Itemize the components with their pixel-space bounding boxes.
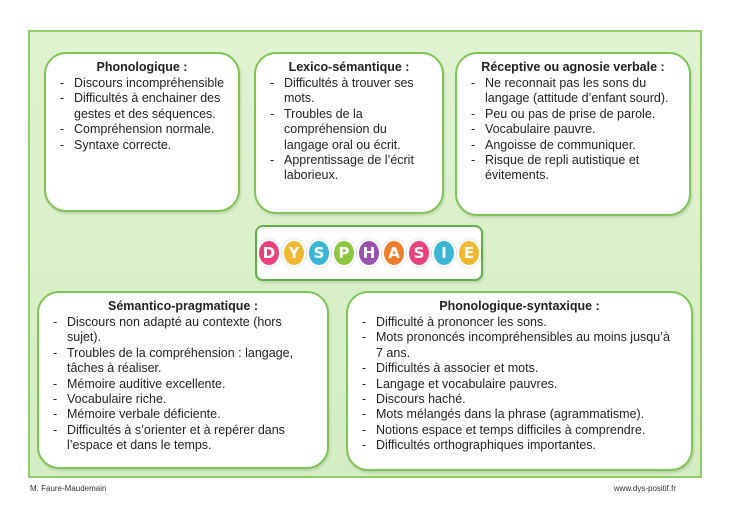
logo-letter: S <box>307 239 331 267</box>
card-list <box>58 76 226 153</box>
card-list <box>51 315 315 454</box>
card-list <box>268 76 430 184</box>
footer-author: M. Faure-Maudemain <box>30 484 107 493</box>
list-item: - Difficultés orthographiques importantes. <box>360 438 679 453</box>
card-phonologique-syntaxique <box>346 291 693 471</box>
logo-letter: I <box>432 239 456 267</box>
list-item: - Compréhension normale. <box>58 122 226 137</box>
list-item: - Langage et vocabulaire pauvres. <box>360 377 679 392</box>
logo-letter: A <box>382 239 406 267</box>
list-item: - Difficulté à prononcer les sons. <box>360 315 679 330</box>
list-item: - Discours haché. <box>360 392 679 407</box>
card-receptive <box>455 52 691 216</box>
list-item: - Difficultés à s’orienter et à repérer dans l’espace et dans le temps. <box>51 423 315 454</box>
card-lexico-semantique <box>254 52 444 214</box>
list-item: - Troubles de la compréhension du langage oral ou écrit. <box>268 107 430 153</box>
list-item: - Mots mélangés dans la phrase (agrammatisme). <box>360 407 679 422</box>
card-title: Réceptive ou agnosie verbale : <box>481 60 665 74</box>
logo-letter: Y <box>282 239 306 267</box>
card-title: Phonologique-syntaxique : <box>439 299 600 313</box>
logo-letter: S <box>407 239 431 267</box>
list-item: - Risque de repli autistique et évitements. <box>469 153 677 184</box>
list-item: - Difficultés à associer et mots. <box>360 361 679 376</box>
dysphasie-logo <box>255 225 483 281</box>
logo-letter: D <box>257 239 281 267</box>
list-item: - Discours incompréhensible <box>58 76 226 91</box>
card-phonologique <box>44 52 240 212</box>
card-list <box>360 315 679 454</box>
card-list <box>469 76 677 184</box>
card-title: Phonologique : <box>96 60 188 74</box>
list-item: - Mémoire auditive excellente. <box>51 377 315 392</box>
list-item: - Mots prononcés incompréhensibles au moins jusqu’à 7 ans. <box>360 330 679 361</box>
list-item: - Apprentissage de l’écrit laborieux. <box>268 153 430 184</box>
list-item: - Troubles de la compréhension : langage, tâches à réaliser. <box>51 346 315 377</box>
list-item: - Peu ou pas de prise de parole. <box>469 107 677 122</box>
card-semantico-pragmatique <box>37 291 329 469</box>
list-item: - Difficultés à trouver ses mots. <box>268 76 430 107</box>
list-item: - Ne reconnait pas les sons du langage (attitude d’enfant sourd). <box>469 76 677 107</box>
logo-letter: E <box>457 239 481 267</box>
logo-letter: H <box>357 239 381 267</box>
list-item: - Vocabulaire pauvre. <box>469 122 677 137</box>
list-item: - Vocabulaire riche. <box>51 392 315 407</box>
list-item: - Difficultés à enchainer des gestes et des séquences. <box>58 91 226 122</box>
list-item: - Discours non adapté au contexte (hors sujet). <box>51 315 315 346</box>
logo-letter: P <box>332 239 356 267</box>
list-item: - Notions espace et temps difficiles à comprendre. <box>360 423 679 438</box>
list-item: - Syntaxe correcte. <box>58 138 226 153</box>
footer-site: www.dys-positif.fr <box>613 484 676 493</box>
card-title: Lexico-sémantique : <box>288 60 410 74</box>
card-title: Sémantico-pragmatique : <box>107 299 259 313</box>
list-item: - Angoisse de communiquer. <box>469 138 677 153</box>
list-item: - Mémoire verbale déficiente. <box>51 407 315 422</box>
